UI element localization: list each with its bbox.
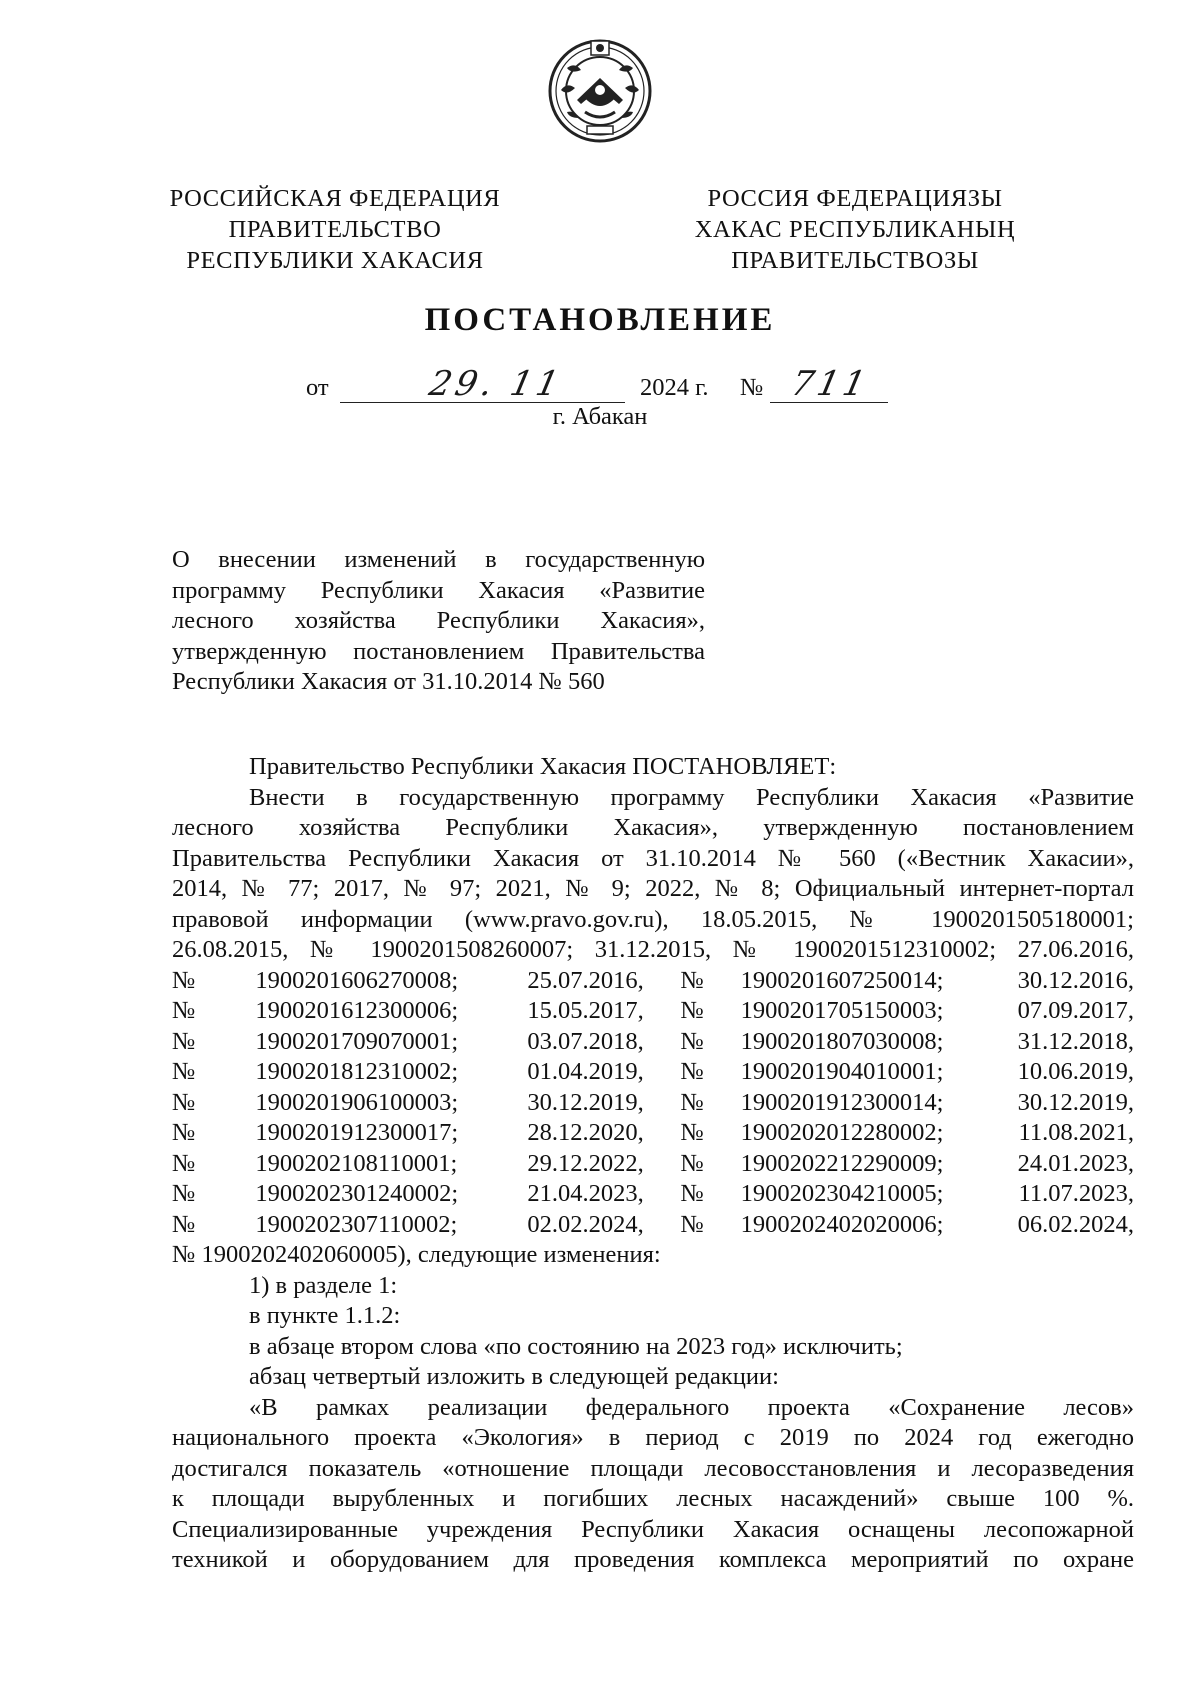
- registry-date: 25.07.2016,: [527, 966, 644, 994]
- quote-line: «В рамках реализации федерального проекта «Сохранение лесов»: [249, 1393, 1134, 1421]
- number-sign: №: [172, 1180, 196, 1207]
- intro-line: 26.08.2015, № 1900201508260007; 31.12.2015, № 1900201512310002; 27.06.2016,: [172, 936, 1134, 963]
- registry-row: [172, 1088, 1134, 1119]
- registry-date: 29.12.2022,: [527, 1149, 644, 1177]
- registry-row: [172, 1118, 1134, 1149]
- year-label: 2024 г.: [640, 374, 709, 401]
- handwritten-date: 29. 11: [425, 364, 567, 404]
- subject-line: лесного хозяйства Республики Хакасия»,: [172, 607, 705, 634]
- number-sign: №: [172, 1088, 196, 1116]
- quote-line: к площади вырубленных и погибших лесных насаждений» свыше 100 %.: [172, 1485, 1134, 1512]
- date-line: [0, 364, 1200, 408]
- registry-number: 1900201606270008;: [255, 966, 459, 994]
- registry-date: 11.07.2023,: [1018, 1180, 1134, 1207]
- registry-number: 1900201709070001;: [255, 1027, 459, 1055]
- number-sign: №: [680, 997, 704, 1024]
- registry-date: 15.05.2017,: [527, 997, 644, 1024]
- item-line: абзац четвертый изложить в следующей редакции:: [249, 1363, 779, 1390]
- number-sign: №: [172, 966, 196, 994]
- number-sign: №: [172, 1058, 196, 1085]
- coat-of-arms-emblem: [547, 38, 653, 144]
- registry-date: 28.12.2020,: [527, 1119, 644, 1146]
- header-right-line-3: ПРАВИТЕЛЬСТВОЗЫ: [731, 247, 979, 274]
- subject-line: программу Республики Хакасия «Развитие: [172, 576, 705, 604]
- number-sign: №: [680, 1119, 704, 1146]
- number-sign: №: [172, 1027, 196, 1055]
- registry-date: 03.07.2018,: [527, 1027, 644, 1055]
- registry-row: [172, 1057, 1134, 1088]
- number-sign: №: [172, 1119, 196, 1146]
- registry-number: 1900202108110001;: [255, 1149, 458, 1177]
- intro-line: лесного хозяйства Республики Хакасия», утвержденную постановлением: [172, 814, 1134, 841]
- registry-number: 1900202012280002;: [740, 1119, 944, 1146]
- registry-date: 30.12.2016,: [1017, 966, 1134, 994]
- header-left-line-2: ПРАВИТЕЛЬСТВО: [228, 216, 442, 243]
- number-sign: №: [680, 1149, 704, 1177]
- from-label: от: [306, 374, 329, 401]
- intro-end-line: № 1900202402060005), следующие изменения:: [172, 1241, 661, 1268]
- registry-number: 1900202307110002;: [255, 1210, 458, 1238]
- registry-number: 1900202304210005;: [740, 1180, 944, 1207]
- registry-number: 1900201607250014;: [740, 966, 944, 994]
- number-sign: №: [680, 1027, 704, 1055]
- intro-line: правовой информации (www.pravo.gov.ru), 18.05.2015, № 1900201505180001;: [172, 905, 1134, 933]
- registry-row: [172, 996, 1134, 1027]
- city-label: г. Абакан: [552, 403, 648, 430]
- registry-number: 1900202212290009;: [740, 1149, 944, 1177]
- number-sign: №: [172, 1210, 196, 1238]
- number-underline: [770, 364, 888, 404]
- number-sign: №: [680, 1058, 704, 1085]
- header-left-line-3: РЕСПУБЛИКИ ХАКАСИЯ: [186, 247, 484, 274]
- number-sign: №: [680, 1180, 704, 1207]
- subject-line: О внесении изменений в государственную: [172, 546, 705, 573]
- header-left: [130, 183, 540, 276]
- item-line: в абзаце втором слова «по состоянию на 2023 год» исключить;: [249, 1332, 903, 1360]
- registry-date: 02.02.2024,: [527, 1210, 644, 1238]
- registry-date: 01.04.2019,: [527, 1058, 644, 1085]
- registry-date: 10.06.2019,: [1017, 1058, 1134, 1085]
- registry-row: [172, 1027, 1134, 1058]
- registry-date: 24.01.2023,: [1017, 1149, 1134, 1177]
- item-line: 1) в разделе 1:: [249, 1271, 398, 1299]
- intro-line: Внести в государственную программу Республики Хакасия «Развитие: [249, 783, 1134, 811]
- header-left-line-1: РОССИЙСКАЯ ФЕДЕРАЦИЯ: [169, 185, 501, 212]
- body-text: [172, 752, 1134, 1576]
- registry-row: [172, 1179, 1134, 1210]
- registry-rows: [172, 966, 1134, 1241]
- registry-row: [172, 1210, 1134, 1241]
- registry-number: 1900201705150003;: [740, 997, 944, 1024]
- document-title: ПОСТАНОВЛЕНИЕ: [424, 302, 776, 338]
- quote-line: достигался показатель «отношение площади лесовосстановления и лесоразведения: [172, 1454, 1134, 1482]
- number-sign: №: [172, 1149, 196, 1177]
- registry-date: 21.04.2023,: [527, 1180, 644, 1207]
- registry-number: 1900201612300006;: [255, 997, 459, 1024]
- decree-line: Правительство Республики Хакасия ПОСТАНОВЛЯЕТ:: [249, 753, 837, 780]
- handwritten-number: 711: [787, 364, 874, 404]
- number-sign: №: [680, 1210, 704, 1238]
- registry-date: 07.09.2017,: [1017, 997, 1134, 1024]
- registry-date: 11.08.2021,: [1018, 1119, 1134, 1146]
- registry-number: 1900201812310002;: [255, 1058, 459, 1085]
- subject-line: Республики Хакасия от 31.10.2014 № 560: [172, 668, 605, 695]
- subject-block: [172, 545, 705, 698]
- number-sign: №: [680, 966, 704, 994]
- registry-row: [172, 1149, 1134, 1180]
- registry-number: 1900202402020006;: [740, 1210, 944, 1238]
- registry-number: 1900201912300017;: [255, 1119, 459, 1146]
- subject-line: утвержденную постановлением Правительства: [172, 637, 705, 665]
- header-right-line-1: РОССИЯ ФЕДЕРАЦИЯЗЫ: [707, 185, 1003, 212]
- item-line: в пункте 1.1.2:: [249, 1302, 401, 1329]
- registry-number: 1900201906100003;: [255, 1088, 459, 1116]
- date-underline: [340, 364, 625, 404]
- header-right-line-2: ХАКАС РЕСПУБЛИКАНЫҢ: [694, 216, 1016, 243]
- number-sign: №: [680, 1088, 704, 1116]
- registry-number: 1900201807030008;: [740, 1027, 944, 1055]
- header-right: [650, 183, 1060, 276]
- registry-date: 31.12.2018,: [1017, 1027, 1134, 1055]
- quote-line: национального проекта «Экология» в период с 2019 по 2024 год ежегодно: [172, 1424, 1134, 1451]
- registry-number: 1900201904010001;: [740, 1058, 944, 1085]
- quote-line: Специализированные учреждения Республики Хакасия оснащены лесопожарной: [172, 1515, 1134, 1543]
- intro-line: 2014, № 77; 2017, № 97; 2021, № 9; 2022, № 8; Официальный интернет-портал: [172, 875, 1134, 902]
- registry-number: 1900202301240002;: [255, 1180, 459, 1207]
- quote-line: техникой и оборудованием для проведения комплекса мероприятий по охране: [172, 1546, 1134, 1573]
- registry-row: [172, 966, 1134, 997]
- intro-line: Правительства Республики Хакасия от 31.10.2014 № 560 («Вестник Хакасии»,: [172, 844, 1134, 872]
- registry-number: 1900201912300014;: [740, 1088, 944, 1116]
- number-label: №: [740, 374, 764, 401]
- registry-date: 30.12.2019,: [1017, 1088, 1134, 1116]
- registry-date: 30.12.2019,: [527, 1088, 644, 1116]
- number-sign: №: [172, 997, 196, 1024]
- registry-date: 06.02.2024,: [1017, 1210, 1134, 1238]
